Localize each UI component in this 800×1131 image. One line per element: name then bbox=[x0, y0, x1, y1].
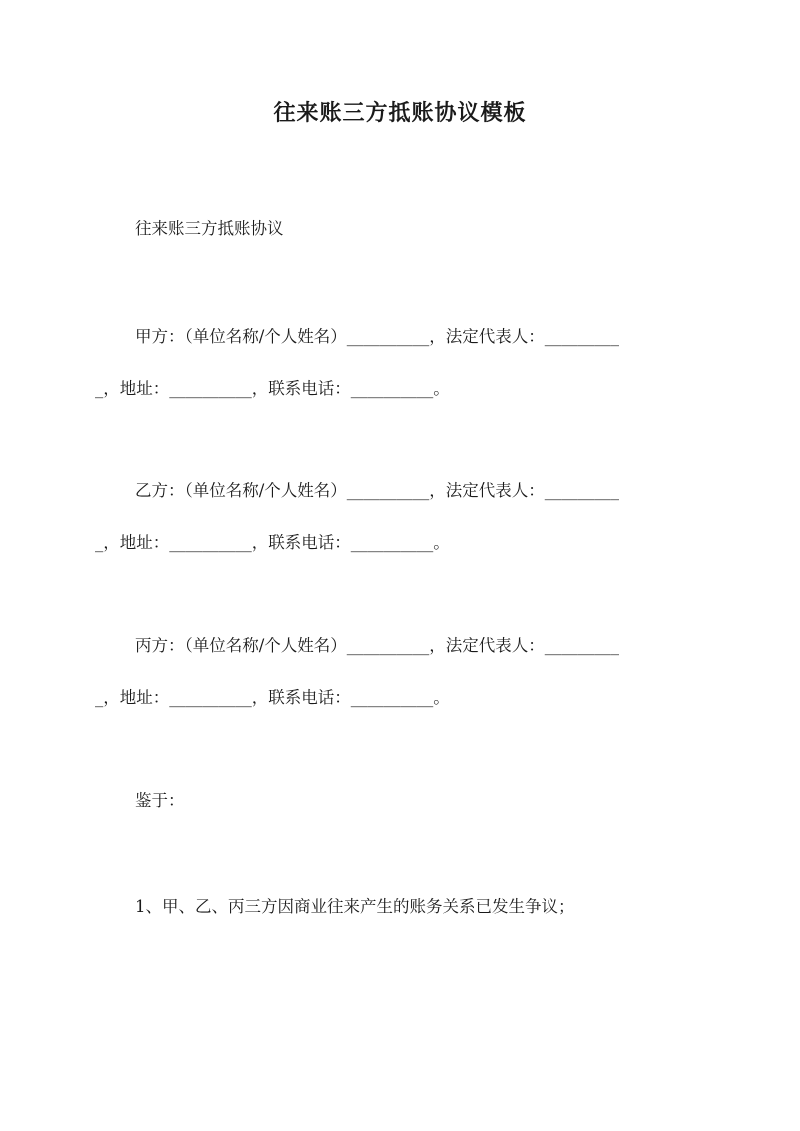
party-c-line-1: 丙方：（单位名称/个人姓名）__________，法定代表人：_________ bbox=[135, 636, 620, 655]
document-title: 往来账三方抵账协议模板 bbox=[273, 100, 527, 126]
agreement-subtitle: 往来账三方抵账协议 bbox=[135, 219, 284, 238]
party-b-line-2: _，地址：__________，联系电话：__________。 bbox=[95, 533, 450, 552]
party-a-line-1: 甲方：（单位名称/个人姓名）__________，法定代表人：_________ bbox=[135, 327, 620, 346]
clause-1: 1、甲、乙、丙三方因商业往来产生的账务关系已发生争议； bbox=[135, 897, 575, 916]
whereas-heading: 鉴于： bbox=[135, 791, 185, 810]
party-a-line-2: _，地址：__________，联系电话：__________。 bbox=[95, 379, 450, 398]
party-c-line-2: _，地址：__________，联系电话：__________。 bbox=[95, 688, 450, 707]
party-b-line-1: 乙方：（单位名称/个人姓名）__________，法定代表人：_________ bbox=[135, 481, 620, 500]
